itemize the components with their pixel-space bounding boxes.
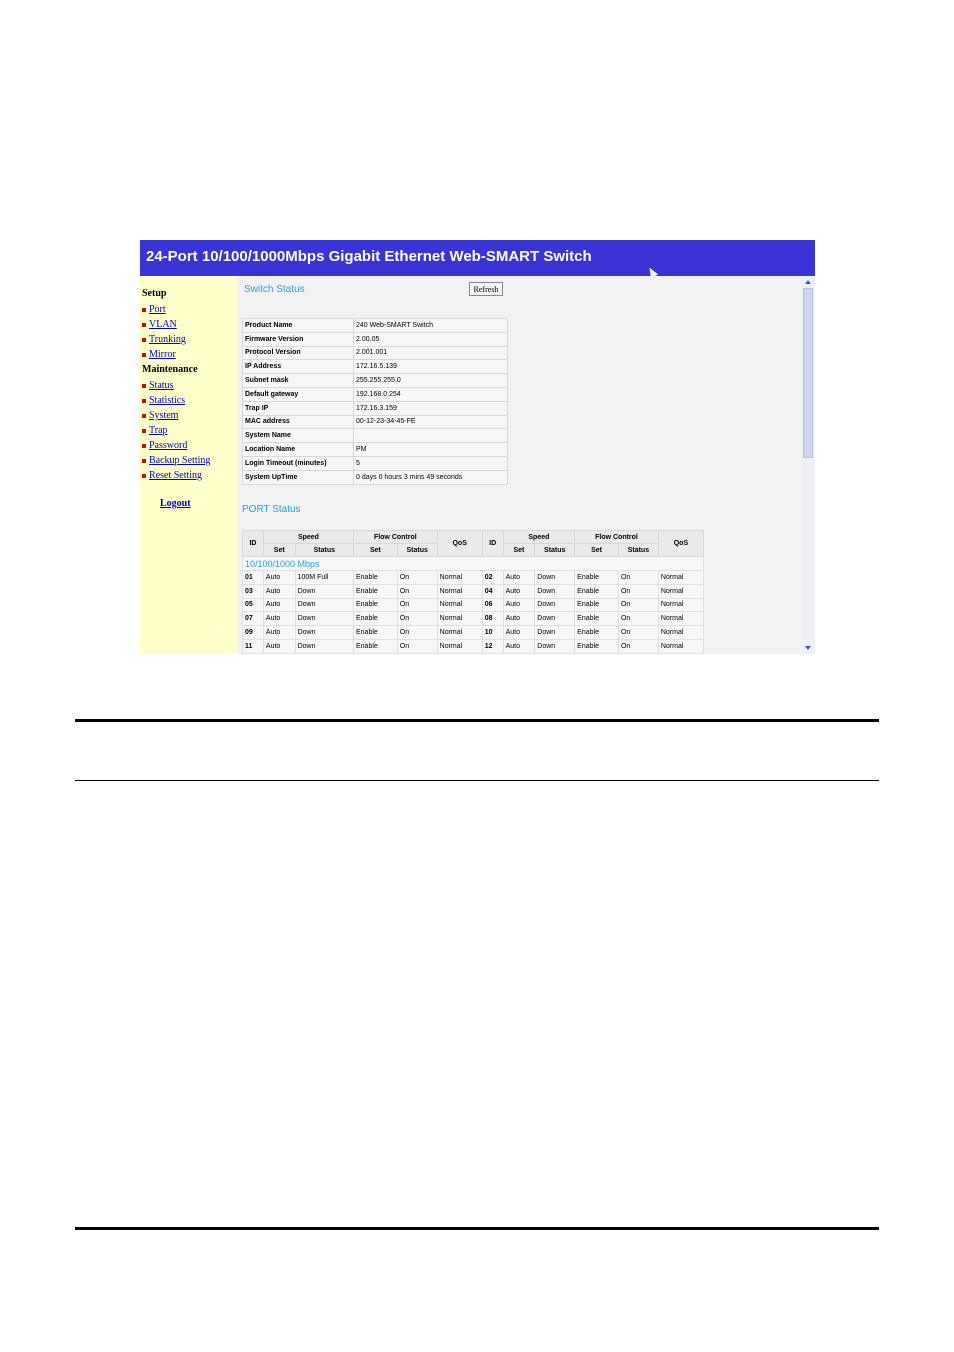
port-cell-speed-status2: Down: [535, 626, 575, 640]
status-value: 172.16.3.159: [354, 401, 508, 415]
status-label: System Name: [243, 429, 354, 443]
col-speed-status: Status: [295, 544, 353, 557]
port-cell-fc-status: On: [397, 598, 437, 612]
port-row: [243, 612, 704, 626]
main-content: [237, 276, 802, 654]
port-cell-id2: 10: [482, 626, 503, 640]
status-label: System UpTime: [243, 470, 354, 484]
col-fc-set: Set: [354, 544, 398, 557]
col-speed-set: Set: [263, 544, 295, 557]
status-label: Product Name: [243, 319, 354, 333]
port-cell-qos2: Normal: [658, 571, 703, 585]
bullet-icon: [142, 414, 146, 418]
sidebar-item-status[interactable]: Status: [142, 380, 173, 391]
port-cell-speed-set2: Auto: [503, 598, 535, 612]
col-qos: QoS: [437, 531, 482, 557]
col-speed-status-2: Status: [535, 544, 575, 557]
sidebar: [140, 276, 237, 654]
port-row: [243, 571, 704, 585]
sidebar-item-mirror[interactable]: Mirror: [142, 349, 176, 360]
port-cell-speed-set: Auto: [263, 584, 295, 598]
port-cell-fc-status: On: [397, 584, 437, 598]
port-group-label: 10/100/1000 Mbps: [243, 557, 704, 571]
port-cell-fc-status2: On: [618, 584, 658, 598]
port-cell-qos: Normal: [437, 571, 482, 585]
status-label: Subnet mask: [243, 374, 354, 388]
status-value: 172.16.5.139: [354, 360, 508, 374]
col-qos-2: QoS: [658, 531, 703, 557]
port-row: [243, 639, 704, 653]
port-row: [243, 626, 704, 640]
port-cell-id2: 04: [482, 584, 503, 598]
port-cell-id: 07: [243, 612, 264, 626]
port-cell-fc-status2: On: [618, 626, 658, 640]
bullet-icon: [142, 384, 146, 388]
bullet-icon: [142, 323, 146, 327]
port-cell-speed-set: Auto: [263, 598, 295, 612]
window-title: 24-Port 10/100/1000Mbps Gigabit Ethernet Web-SMART Switch: [146, 248, 592, 265]
port-cell-fc-set2: Enable: [575, 571, 619, 585]
port-cell-fc-set2: Enable: [575, 639, 619, 653]
col-id-2: ID: [482, 531, 503, 557]
port-cell-qos2: Normal: [658, 639, 703, 653]
sidebar-item-backup-setting[interactable]: Backup Setting: [142, 455, 210, 466]
bullet-icon: [142, 459, 146, 463]
port-cell-speed-status: Down: [295, 584, 353, 598]
port-cell-speed-set2: Auto: [503, 612, 535, 626]
status-row: [243, 387, 508, 401]
port-cell-fc-status: On: [397, 571, 437, 585]
port-cell-fc-set2: Enable: [575, 598, 619, 612]
port-cell-speed-set: Auto: [263, 571, 295, 585]
col-fc-status-2: Status: [618, 544, 658, 557]
port-cell-speed-status: Down: [295, 612, 353, 626]
port-cell-fc-set2: Enable: [575, 626, 619, 640]
port-cell-id: 01: [243, 571, 264, 585]
status-row: [243, 401, 508, 415]
screenshot: [140, 240, 815, 654]
bullet-icon: [142, 474, 146, 478]
sidebar-item-trap[interactable]: Trap: [142, 425, 168, 436]
col-fc-set-2: Set: [575, 544, 619, 557]
port-cell-fc-set2: Enable: [575, 584, 619, 598]
port-cell-speed-status2: Down: [535, 598, 575, 612]
status-row: [243, 429, 508, 443]
status-row: [243, 374, 508, 388]
bullet-icon: [142, 308, 146, 312]
logout-link[interactable]: Logout: [160, 498, 191, 509]
status-row: [243, 456, 508, 470]
port-cell-speed-set2: Auto: [503, 626, 535, 640]
bullet-icon: [142, 429, 146, 433]
port-cell-fc-status: On: [397, 626, 437, 640]
col-fc-status: Status: [397, 544, 437, 557]
sidebar-item-password[interactable]: Password: [142, 440, 187, 451]
port-status-title: PORT Status: [242, 504, 301, 515]
bullet-icon: [142, 338, 146, 342]
col-id: ID: [243, 531, 264, 557]
port-cell-fc-status: On: [397, 639, 437, 653]
port-cell-speed-status: Down: [295, 639, 353, 653]
status-value: 0 days 0 hours 3 mins 49 seconds: [354, 470, 508, 484]
port-cell-fc-set: Enable: [354, 612, 398, 626]
port-cell-id2: 06: [482, 598, 503, 612]
bullet-icon: [142, 444, 146, 448]
switch-status-title: Switch Status: [244, 284, 305, 295]
port-cell-qos2: Normal: [658, 626, 703, 640]
port-cell-id2: 02: [482, 571, 503, 585]
status-value: 00-12-23-34-45-FE: [354, 415, 508, 429]
port-cell-qos: Normal: [437, 612, 482, 626]
switch-status-table: [242, 318, 508, 485]
port-cell-fc-status2: On: [618, 639, 658, 653]
port-cell-speed-status: 100M Full: [295, 571, 353, 585]
port-cell-qos: Normal: [437, 626, 482, 640]
port-cell-id: 09: [243, 626, 264, 640]
port-cell-speed-set2: Auto: [503, 639, 535, 653]
port-cell-id2: 08: [482, 612, 503, 626]
status-value: PM: [354, 443, 508, 457]
port-cell-fc-status2: On: [618, 598, 658, 612]
status-row: [243, 319, 508, 333]
port-cell-id: 11: [243, 639, 264, 653]
bullet-icon: [142, 353, 146, 357]
scroll-up-icon[interactable]: [805, 280, 811, 284]
title-banner: [140, 240, 815, 276]
port-cell-id2: 12: [482, 639, 503, 653]
status-value: 2.00.05: [354, 332, 508, 346]
bullet-icon: [142, 399, 146, 403]
status-label: MAC address: [243, 415, 354, 429]
port-cell-fc-status2: On: [618, 571, 658, 585]
port-cell-speed-status2: Down: [535, 612, 575, 626]
status-row: [243, 415, 508, 429]
port-cell-qos: Normal: [437, 639, 482, 653]
port-cell-speed-status2: Down: [535, 584, 575, 598]
status-value: 192.168.0.254: [354, 387, 508, 401]
status-label: Trap IP: [243, 401, 354, 415]
port-cell-speed-status2: Down: [535, 571, 575, 585]
status-row: [243, 443, 508, 457]
status-label: Firmware Version: [243, 332, 354, 346]
port-cell-fc-set2: Enable: [575, 612, 619, 626]
port-cell-fc-set: Enable: [354, 626, 398, 640]
port-cell-id: 05: [243, 598, 264, 612]
port-cell-qos: Normal: [437, 584, 482, 598]
port-cell-fc-set: Enable: [354, 571, 398, 585]
port-cell-fc-set: Enable: [354, 598, 398, 612]
scroll-thumb[interactable]: [803, 288, 813, 458]
section-rule-bottom: [75, 1227, 879, 1230]
col-speed: Speed: [263, 531, 353, 544]
port-status-table: [242, 530, 704, 654]
scroll-down-icon[interactable]: [805, 646, 811, 650]
port-cell-qos2: Normal: [658, 584, 703, 598]
maintenance-heading: Maintenance: [142, 364, 198, 375]
port-cell-speed-set: Auto: [263, 612, 295, 626]
status-label: Default gateway: [243, 387, 354, 401]
col-flow-control-2: Flow Control: [575, 531, 659, 544]
status-value: 2.001.001: [354, 346, 508, 360]
sidebar-item-trunking[interactable]: Trunking: [142, 334, 186, 345]
status-label: Protocol Version: [243, 346, 354, 360]
sidebar-item-reset-setting[interactable]: Reset Setting: [142, 470, 202, 481]
port-cell-id: 03: [243, 584, 264, 598]
port-cell-qos2: Normal: [658, 598, 703, 612]
col-speed-2: Speed: [503, 531, 575, 544]
col-speed-set-2: Set: [503, 544, 535, 557]
port-cell-fc-set: Enable: [354, 584, 398, 598]
port-cell-speed-set2: Auto: [503, 584, 535, 598]
setup-heading: Setup: [142, 288, 167, 299]
status-value: 255.255.255.0: [354, 374, 508, 388]
status-label: Location Name: [243, 443, 354, 457]
port-cell-fc-status2: On: [618, 612, 658, 626]
port-row: [243, 584, 704, 598]
col-flow-control: Flow Control: [354, 531, 438, 544]
section-rule-middle: [75, 780, 879, 781]
port-cell-speed-status2: Down: [535, 639, 575, 653]
status-value: 5: [354, 456, 508, 470]
port-cell-qos2: Normal: [658, 612, 703, 626]
port-cell-fc-status: On: [397, 612, 437, 626]
status-value: 240 Web-SMART Switch: [354, 319, 508, 333]
port-row: [243, 598, 704, 612]
sidebar-item-statistics[interactable]: Statistics: [142, 395, 185, 406]
status-label: Login Timeout (minutes): [243, 456, 354, 470]
port-cell-speed-status: Down: [295, 626, 353, 640]
port-cell-fc-set: Enable: [354, 639, 398, 653]
vertical-scrollbar[interactable]: [802, 276, 815, 654]
refresh-button[interactable]: Refresh: [469, 282, 503, 296]
sidebar-item-port[interactable]: Port: [142, 304, 166, 315]
port-cell-speed-set2: Auto: [503, 571, 535, 585]
status-row: [243, 346, 508, 360]
sidebar-item-system[interactable]: System: [142, 410, 178, 421]
status-row: [243, 332, 508, 346]
status-row: [243, 360, 508, 374]
port-cell-speed-set: Auto: [263, 639, 295, 653]
status-row: [243, 470, 508, 484]
status-label: IP Address: [243, 360, 354, 374]
status-value: [354, 429, 508, 443]
port-cell-speed-set: Auto: [263, 626, 295, 640]
port-cell-speed-status: Down: [295, 598, 353, 612]
section-rule-top: [75, 719, 879, 722]
port-cell-qos: Normal: [437, 598, 482, 612]
sidebar-item-vlan[interactable]: VLAN: [142, 319, 177, 330]
